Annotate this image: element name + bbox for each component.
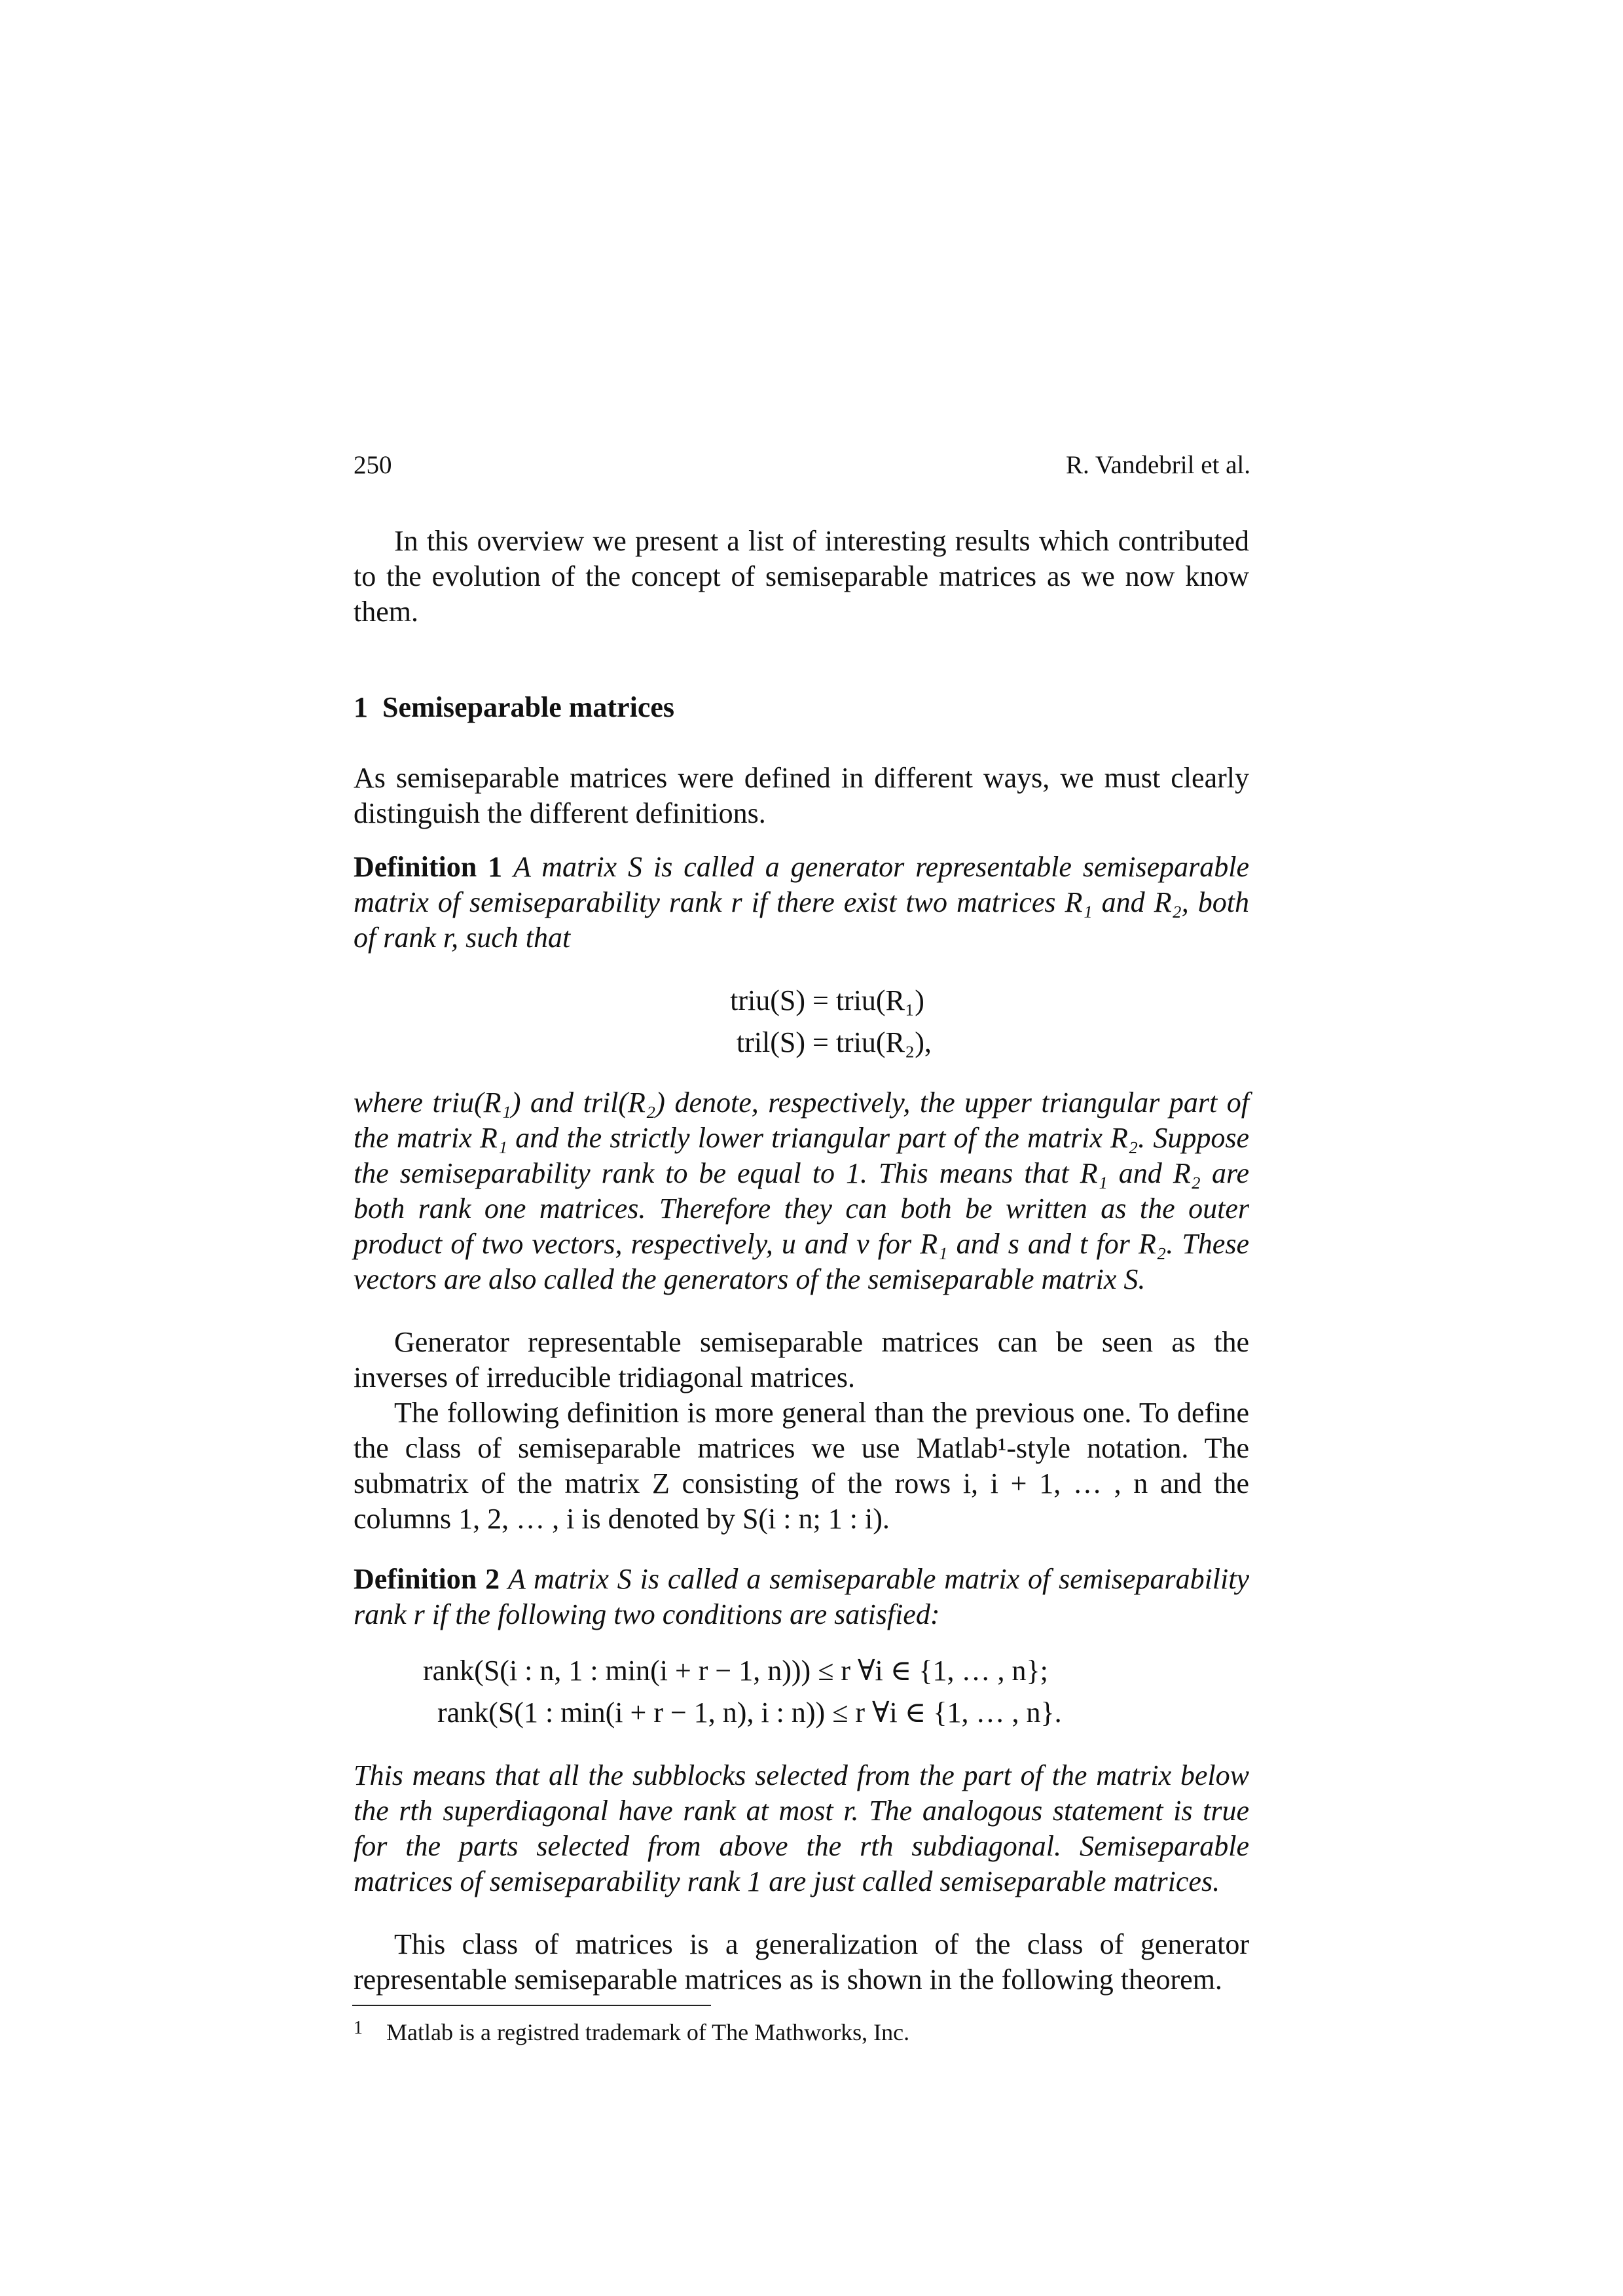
running-head-authors: R. Vandebril et al. [1066,451,1250,479]
definition-1-equation-1 [681,983,924,1018]
body-paragraph-2: The following definition is more general than the previous one. To define the class of semiseparable matrices we use Matlab¹-style notation. The submatrix of the matrix Z consisting of the rows i, i + 1, … , n and the columns 1, 2, … , i is denoted by S(i : n; 1 : i). [354,1397,1249,1535]
page-number: 250 [354,451,392,479]
footnote-text: Matlab is a registred trademark of The Mathworks, Inc. [386,2019,910,2045]
section-heading [354,690,674,725]
definition-1-label: Definition 1 [354,851,503,883]
equation-lhs: tril(S) [736,1026,805,1058]
definition-2-remark: This means that all the subblocks selected from the part of the matrix below the rth superdiagonal have rank at most r. The analogous statement is true for the parts selected from above the rth subdiagonal. Semiseparable matrices of semiseparability rank 1 are just called semiseparable matrices. [354,1759,1249,1897]
definition-1 [354,850,1249,956]
closing-paragraph: This class of matrices is a generalization of the class of generator representable semiseparable matrices as is shown in the following theorem. [354,1928,1249,1996]
section-intro-paragraph: As semiseparable matrices were defined in different ways, we must clearly distinguish the different definitions. [354,762,1249,829]
section-title: Semiseparable matrices [382,691,674,723]
definition-2-equation-1: rank(S(i : n, 1 : min(i + r − 1, n))) ≤ r ∀i ∈ {1, … , n}; [423,1655,1048,1687]
footnote [354,2013,909,2047]
definition-2-equation-2: rank(S(1 : min(i + r − 1, n), i : n)) ≤ r ∀i ∈ {1, … , n}. [437,1696,1062,1729]
definition-2 [354,1562,1249,1632]
definition-1-remark: where triu(R₁) and tril(R₂) denote, respectively, the upper triangular part of the matrix R₁ and the strictly lower triangular part of the matrix R₂. Suppose the semiseparability rank to be equal to 1. This means that R₁ and R₂ are both rank one matrices. Therefore they can both be written as the outer product of two vectors, respectively, u and v for R₁ and s and t for R₂. These vectors are also called the generators of the semiseparable matrix S. [354,1086,1249,1295]
equation-rhs: = triu(R₂), [812,1026,932,1058]
definition-1-equation-2 [681,1025,932,1060]
intro-paragraph: In this overview we present a list of interesting results which contributed to the evolution of the concept of semiseparable matrices as we now know them. [354,525,1249,628]
body-paragraph-1: Generator representable semiseparable matrices can be seen as the inverses of irreducible tridiagonal matrices. [354,1326,1249,1393]
footnote-mark: 1 [354,2018,363,2038]
section-number: 1 [354,691,368,723]
definition-2-label: Definition 2 [354,1563,500,1595]
running-head [354,449,1250,482]
definition-2-statement: A matrix S is called a semiseparable matrix of semiseparability rank r if the following two conditions are satisfied: [354,1563,1250,1630]
equation-rhs: = triu(R₁) [812,984,924,1016]
definition-1-statement: A matrix S is called a generator representable semiseparable matrix of semiseparability rank r if there exist two matrices R₁ and R₂, both of rank r, such that [354,851,1250,954]
equation-lhs: triu(S) [730,984,805,1016]
footnote-rule [352,2005,711,2006]
